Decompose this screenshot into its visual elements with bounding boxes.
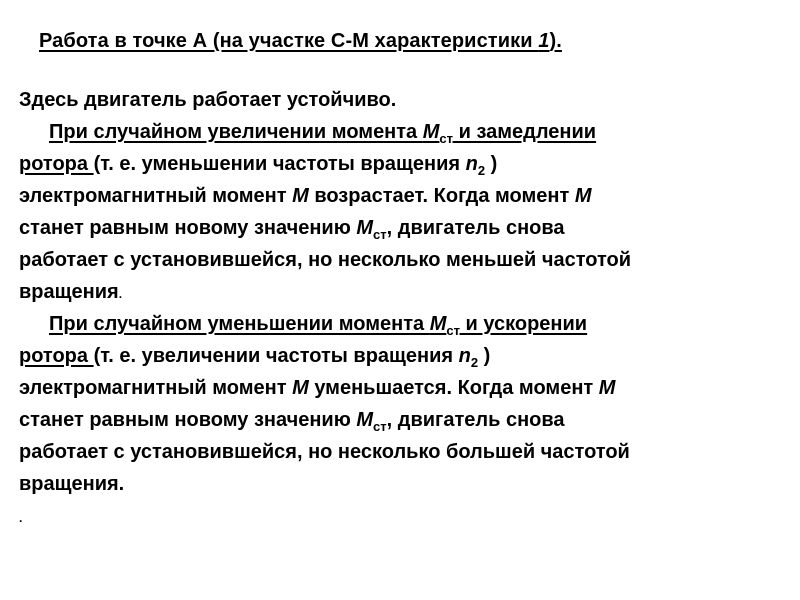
p2-line-5: работает с установившейся, но несколько большей частотой bbox=[19, 441, 630, 463]
p1-line-3: электромагнитный момент М возрастает. Когда момент М bbox=[19, 185, 592, 207]
p1-rotor-underlined: ротора bbox=[19, 153, 94, 175]
body-text bbox=[19, 84, 789, 532]
p1-line-5: работает с установившейся, но несколько меньшей частотой bbox=[19, 249, 632, 271]
p1-line-6: вращения. bbox=[19, 281, 123, 303]
p2-line-6: вращения. bbox=[19, 473, 125, 495]
trailing-dot-line bbox=[19, 500, 789, 532]
trailing-dot: . bbox=[19, 511, 23, 525]
p2-line-1 bbox=[19, 308, 789, 340]
p1-line-4: станет равным новому значению $М_{ст}$, двигатель снова bbox=[19, 217, 565, 242]
p2-rotor-underlined: ротора bbox=[19, 345, 94, 367]
p1-line-1 bbox=[19, 116, 789, 148]
p1-line-2: ротора (т. е. уменьшении частоты вращения $n_2$ ) bbox=[19, 153, 498, 178]
p2-line-2: ротора (т. е. увеличении частоты вращения $n_2$ ) bbox=[19, 345, 491, 370]
stable-statement: Здесь двигатель работает устойчиво. bbox=[19, 89, 397, 111]
title-text: Работа в точке А (на участке С-М характеристики bbox=[39, 30, 539, 52]
p2-line-3: электромагнитный момент М уменьшается. Когда момент М bbox=[19, 377, 616, 399]
title-curve-number: 1 bbox=[538, 30, 550, 52]
p2-line-4: станет равным новому значению $М_{ст}$, двигатель снова bbox=[19, 409, 565, 434]
title-end: ). bbox=[549, 30, 562, 52]
p1-underlined-intro: При случайном увеличении момента $М_{ст}$ и замедлении bbox=[49, 121, 597, 146]
line-stable bbox=[19, 84, 789, 116]
slide-title bbox=[39, 30, 562, 53]
p2-underlined-intro: При случайном уменьшении момента $М_{ст}$ и ускорении bbox=[49, 313, 588, 338]
